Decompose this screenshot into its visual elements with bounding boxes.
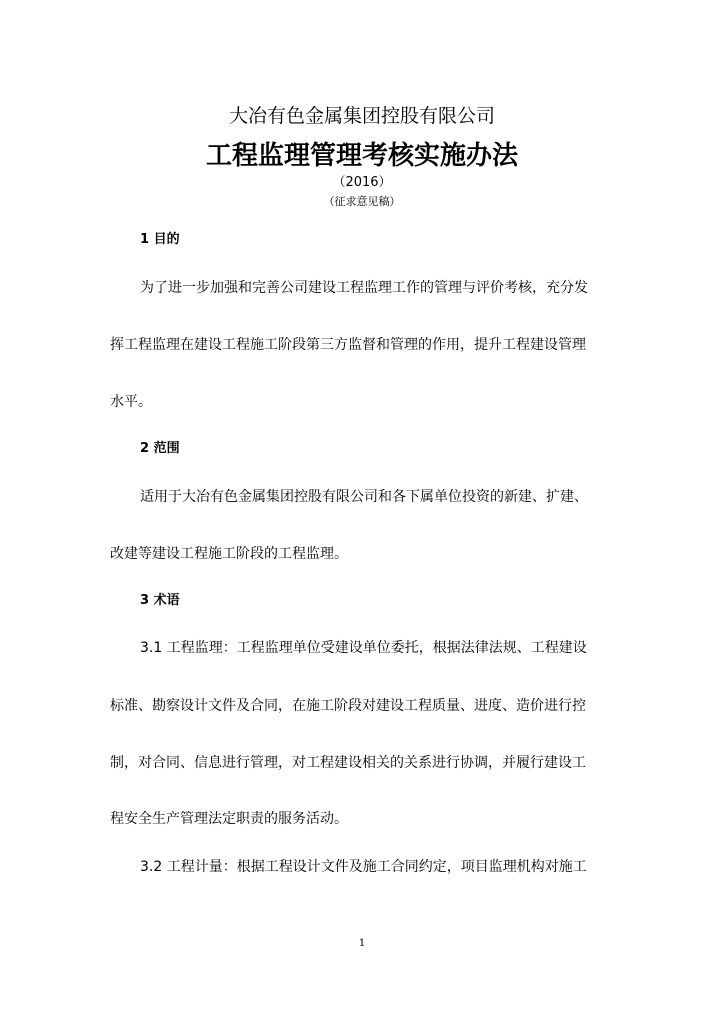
term-3-1-line-3: 制，对合同、信息进行管理，对工程建设相关的关系进行协调，并履行建设工 bbox=[110, 755, 586, 771]
section-2-line-2: 改建等建设工程施工阶段的工程监理。 bbox=[110, 546, 348, 562]
section-1-line-2: 挥工程监理在建设工程施工阶段第三方监督和管理的作用，提升工程建设管理 bbox=[110, 337, 586, 353]
section-2-heading: 2 范围 bbox=[140, 441, 180, 456]
section-2-line-1: 适用于大冶有色金属集团控股有限公司和各下属单位投资的新建、扩建、 bbox=[140, 489, 588, 505]
draft-note: （征求意见稿） bbox=[323, 195, 401, 208]
section-1-line-1: 为了进一步加强和完善公司建设工程监理工作的管理与评价考核，充分发 bbox=[140, 280, 588, 296]
page-number: 1 bbox=[358, 938, 366, 949]
section-1-heading: 1 目的 bbox=[140, 232, 180, 247]
term-3-1-line-2: 标准、勘察设计文件及合同，在施工阶段对建设工程质量、进度、造价进行控 bbox=[110, 698, 586, 714]
term-3-1-line-4: 程安全生产管理法定职责的服务活动。 bbox=[110, 811, 348, 827]
document-title: 工程监理管理考核实施办法 bbox=[205, 141, 518, 171]
section-1-line-3: 水平。 bbox=[110, 394, 152, 410]
term-3-2-line-1: 3.2 工程计量：根据工程设计文件及施工合同约定，项目监理机构对施工 bbox=[140, 859, 587, 875]
term-3-1-line-1: 3.1 工程监理：工程监理单位受建设单位委托，根据法律法规、工程建设 bbox=[140, 640, 587, 656]
document-year: （2016） bbox=[332, 175, 392, 190]
company-name: 大冶有色金属集团控股有限公司 bbox=[228, 105, 495, 127]
section-3-heading: 3 术语 bbox=[140, 593, 180, 608]
